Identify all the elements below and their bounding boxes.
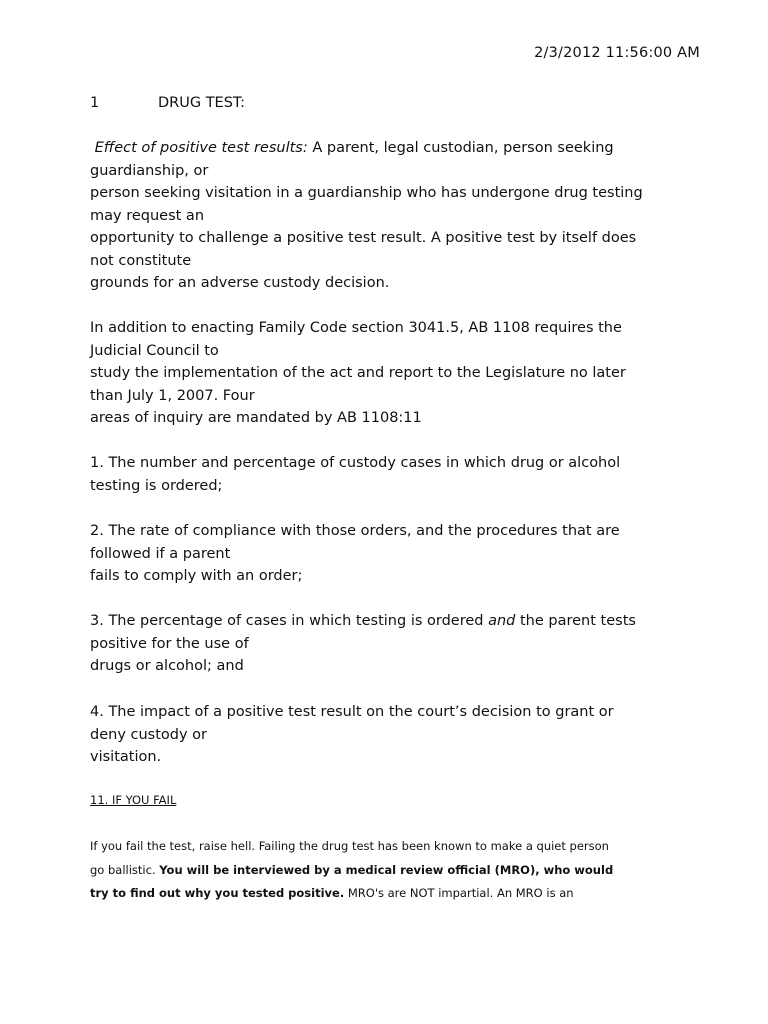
- text-line: opportunity to challenge a positive test result. A positive test by itself does: [90, 230, 637, 246]
- text-line: study the implementation of the act and report to the Legislature no later: [90, 365, 626, 381]
- text-line: 4. The impact of a positive test result on the court’s decision to grant or: [90, 704, 614, 720]
- text-line: guardianship, or: [90, 162, 209, 179]
- text-line: If you fail the test, raise hell. Failing the drug test has been known to make a quiet person: [90, 839, 609, 853]
- text-line: may request an: [90, 207, 205, 224]
- text-line: 1. The number and percentage of custody cases in which drug or alcohol: [90, 455, 621, 471]
- text-line: not constitute: [90, 252, 192, 269]
- text-line: try to find out why you tested positive. MRO's are NOT impartial. An MRO is an: [90, 886, 574, 900]
- text-line: drugs or alcohol; and: [90, 658, 244, 674]
- section-number: 1: [90, 95, 100, 111]
- text-line: followed if a parent: [90, 545, 231, 562]
- list-item-3: [90, 610, 690, 678]
- timestamp: 2/3/2012 11:56:00 AM: [534, 45, 700, 61]
- text-line: visitation.: [90, 749, 162, 765]
- text-line: person seeking visitation in a guardianship who has undergone drug testing: [90, 185, 643, 201]
- text-line: positive for the use of: [90, 635, 249, 652]
- section-title: DRUG TEST:: [158, 95, 246, 111]
- text-line: go ballistic. You will be interviewed by a medical review official (MRO), who would: [90, 862, 614, 877]
- text-line: testing is ordered;: [90, 477, 223, 494]
- paragraph-ab1108: [90, 317, 690, 430]
- text-line: Judicial Council to: [90, 342, 219, 359]
- section-heading: [90, 92, 690, 115]
- bold-text: You will be interviewed by a medical review official (MRO), who would: [159, 862, 614, 877]
- text-line: 2. The rate of compliance with those orders, and the procedures that are: [90, 523, 620, 539]
- text-line: areas of inquiry are mandated by AB 1108:11: [90, 410, 422, 426]
- italic-and: and: [488, 613, 516, 629]
- paragraph-if-you-fail: [90, 835, 710, 906]
- text-line: 3. The percentage of cases in which testing is ordered and the parent tests: [90, 613, 636, 629]
- text-line: fails to comply with an order;: [90, 568, 303, 584]
- section-11-heading: 11. IF YOU FAIL: [90, 793, 177, 807]
- bold-text: try to find out why you tested positive.: [90, 886, 345, 900]
- text-line: Effect of positive test results: A parent, legal custodian, person seeking: [94, 140, 614, 156]
- italic-lead: Effect of positive test results:: [94, 140, 308, 156]
- text-line: In addition to enacting Family Code section 3041.5, AB 1108 requires the: [90, 320, 622, 336]
- text-line: deny custody or: [90, 726, 208, 743]
- list-item-1: [90, 452, 690, 497]
- list-item-2: [90, 520, 690, 588]
- text-line: grounds for an adverse custody decision.: [90, 275, 390, 291]
- paragraph-positive-results: [90, 137, 690, 295]
- list-item-4: [90, 701, 690, 769]
- text-line: than July 1, 2007. Four: [90, 387, 255, 404]
